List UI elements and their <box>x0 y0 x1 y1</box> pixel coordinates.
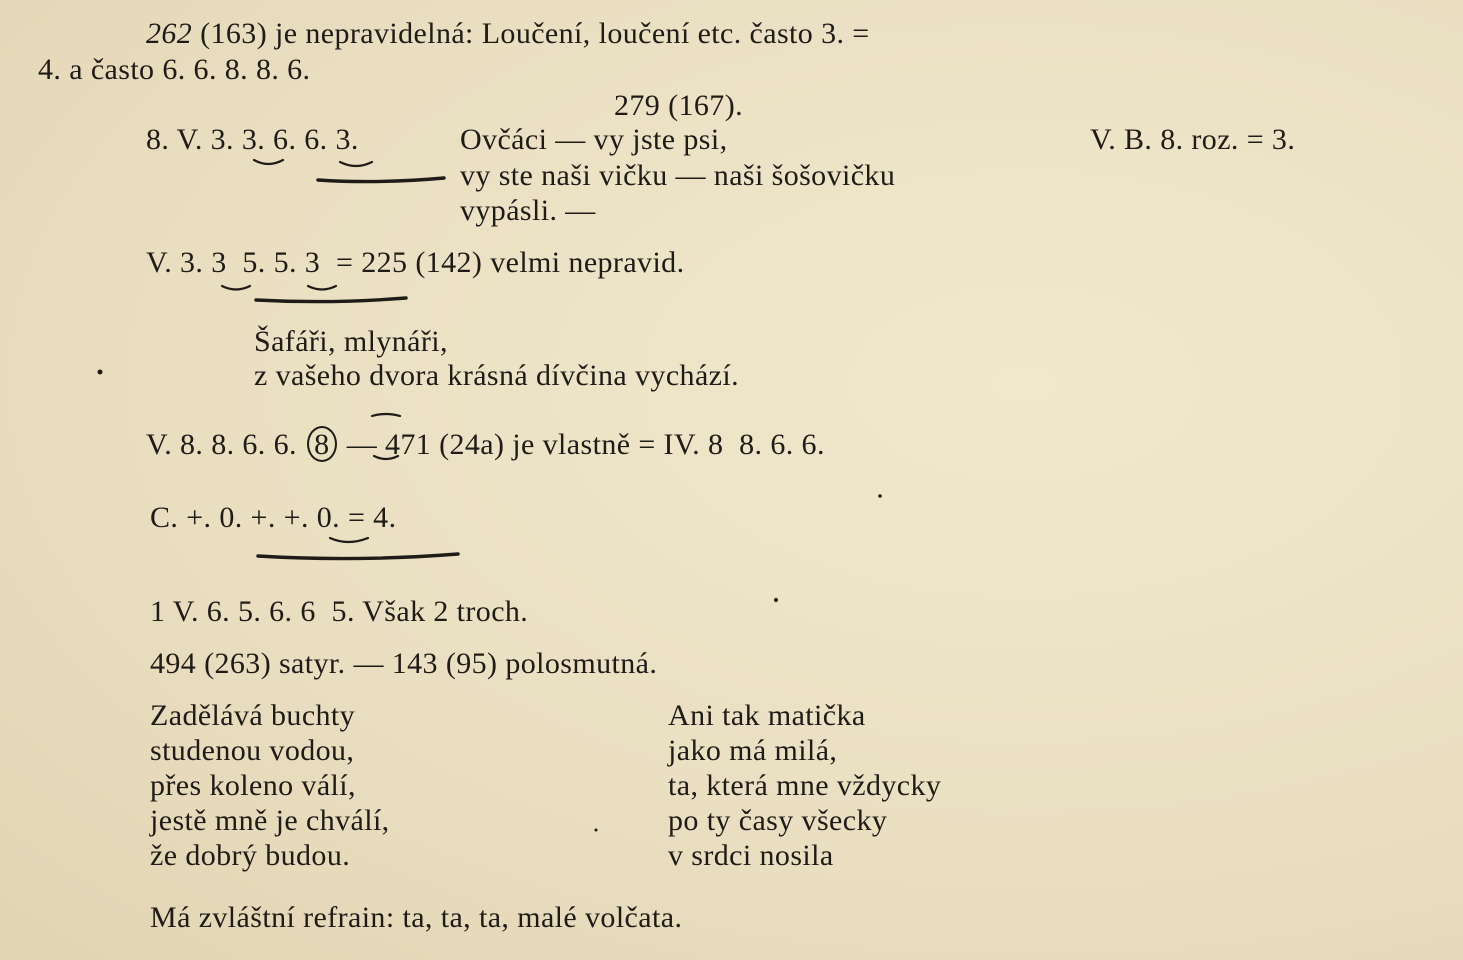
slur-mark <box>254 160 283 164</box>
verse-left-line: Zadělává buchty <box>150 699 356 732</box>
verse-right-line: Ani tak matička <box>668 699 866 732</box>
verse-left-line: přes koleno válí, <box>150 769 356 802</box>
verse-right-line: po ty časy všecky <box>668 804 888 837</box>
meter-line-3: V. 8. 8. 6. 6. 8 — 471 (24a) je vlastně = IV. 8 8. 6. 6. <box>146 428 825 461</box>
verse-right-line: v srdci nosila <box>668 839 834 872</box>
brace-mark <box>256 298 406 302</box>
meter-line-5: 1 V. 6. 5. 6. 6 5. Však 2 troch. <box>150 595 529 628</box>
slur-mark <box>222 286 250 290</box>
circled-number: 8 <box>307 426 337 462</box>
lyric-line-3: vypásli. — <box>460 194 596 227</box>
verse-left-line: studenou vodou, <box>150 734 355 767</box>
brace-mark <box>318 178 444 182</box>
meter-line-1: 8. V. 3. 3. 6. 6. 3. <box>146 123 359 156</box>
line-1: 262 (163) je nepravidelná: Loučení, loučení etc. často 3. = <box>146 17 870 50</box>
lyric-line-5: z vašeho dvora krásná dívčina vychází. <box>254 359 740 392</box>
line-2: 4. a často 6. 6. 8. 8. 6. <box>38 53 311 86</box>
lyric-line-1: Ovčáci — vy jste psi, <box>460 123 728 156</box>
meter-line-4: C. +. 0. +. +. 0. = 4. <box>150 501 397 534</box>
verse-right-line: jako má milá, <box>668 734 838 767</box>
page-ref-number: 262 <box>146 17 193 50</box>
ink-speck <box>774 598 778 602</box>
right-annotation: V. B. 8. roz. = 3. <box>1090 123 1296 156</box>
slur-mark <box>330 538 368 542</box>
slur-mark <box>308 286 336 290</box>
meter-line-2: V. 3. 3 5. 5. 3 = 225 (142) velmi nepravid. <box>146 246 685 279</box>
ink-speck <box>98 370 103 375</box>
verse-right-line: ta, která mne vždycky <box>668 769 942 802</box>
refrain-note: Má zvláštní refrain: ta, ta, ta, malé volčata. <box>150 901 683 934</box>
slur-mark <box>340 162 372 166</box>
ink-speck <box>878 494 882 498</box>
arc-mark <box>372 414 400 416</box>
verse-left-line: jestě mně je chválí, <box>150 804 390 837</box>
verse-left-line: že dobrý budou. <box>150 839 351 872</box>
reference-line: 494 (263) satyr. — 143 (95) polosmutná. <box>150 647 658 680</box>
song-number-heading: 279 (167). <box>614 89 743 122</box>
ink-speck <box>595 829 598 832</box>
lyric-line-2: vy ste naši vičku — naši šošovičku <box>460 159 896 192</box>
brace-mark <box>258 554 458 559</box>
lyric-line-4: Šafáři, mlynáři, <box>254 325 448 358</box>
